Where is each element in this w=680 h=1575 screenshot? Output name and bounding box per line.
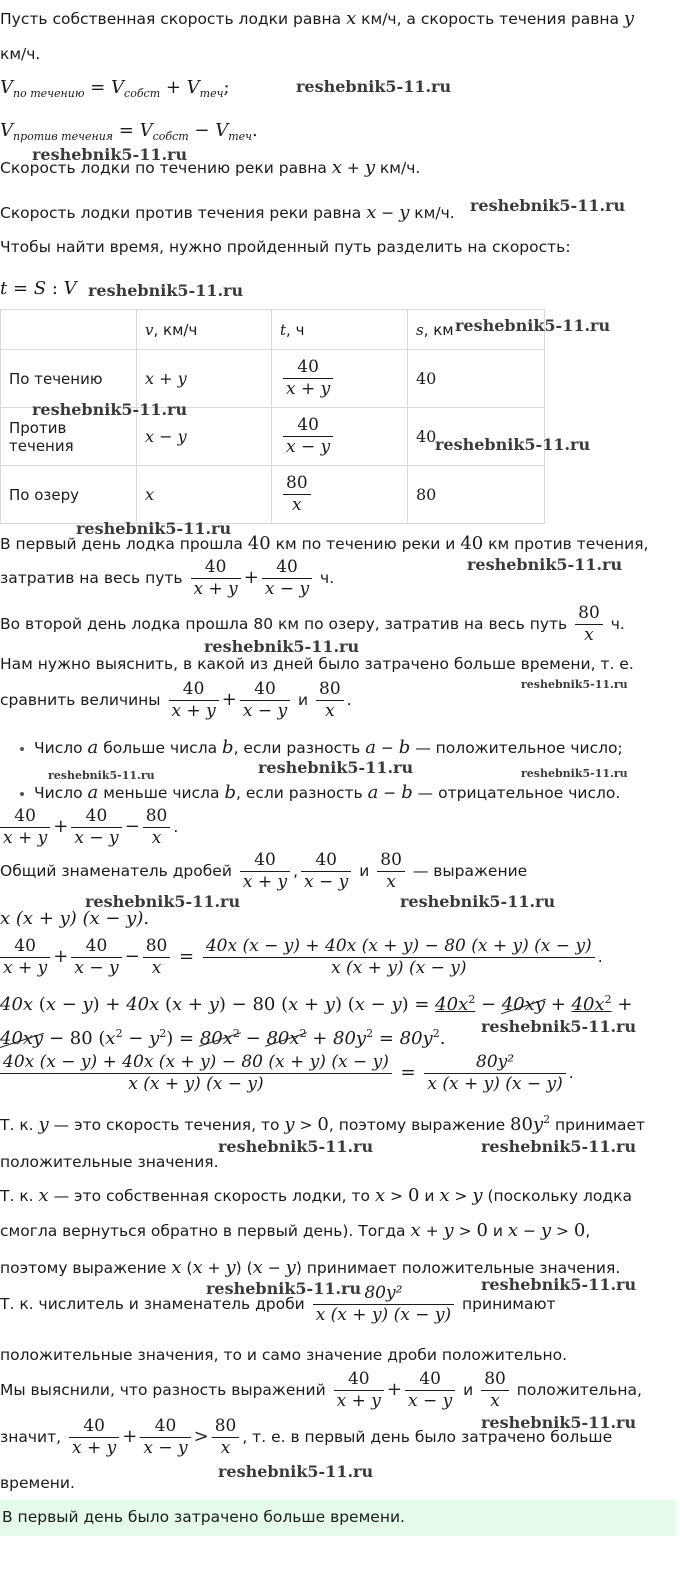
found-text: Мы выяснили, что разность выражений $\frac{40}{x + y}$ + $\frac{40}{x - y}$ и $\frac{80}{x}$ положительна, [0,1369,642,1411]
common-denominator-text: Общий знаменатель дробей $\frac{40}{x + y}$ , $\frac{40}{x - y}$ и $\frac{80}{x}$ — выражение [0,850,528,892]
row-label: Против течения [1,408,137,466]
watermark: reshebnik5-11.ru [218,1462,374,1481]
watermark: reshebnik5-11.ru [467,555,623,574]
watermark: reshebnik5-11.ru [48,769,155,782]
fraction-positive-text-b: положительные значения, то и само значение дроби положительно. [0,1346,568,1364]
watermark: reshebnik5-11.ru [218,1137,374,1156]
time-rule-text: Чтобы найти время, нужно пройденный путь разделить на скорость: [0,238,571,256]
row-distance: 80 [408,466,545,524]
watermark: reshebnik5-11.ru [455,316,611,335]
watermark: reshebnik5-11.ru [481,1017,637,1036]
watermark: reshebnik5-11.ru [435,435,591,454]
watermark: reshebnik5-11.ru [470,196,626,215]
watermark: reshebnik5-11.ru [258,758,414,777]
v-downstream-formula: $V_{по течению} = V_{собст} + V_{теч}$; [0,77,230,100]
row-label: По озеру [1,466,137,524]
bullet-2: Число a меньше числа b, если разность a − b — отрицательное число. [34,782,621,803]
watermark: reshebnik5-11.ru [85,892,241,911]
expansion-line-2: 40xy − 80 $(x^2 - y^2) = 80x^2 - 80x^2 + 80y^2 = 80y^2$. [0,1027,446,1049]
watermark: reshebnik5-11.ru [521,678,628,691]
day1-sum: затратив на весь путь $\frac{40}{x + y}$ + $\frac{40}{x - y}$ ч. [0,557,335,599]
watermark: reshebnik5-11.ru [400,892,556,911]
table-row [1,350,545,408]
row-time: $\frac{80}{x}$ [272,466,408,524]
fraction-positive-text: Т. к. числитель и знаменатель дроби $\frac{\text{80y²}}{x (x + y) (x - y)}$ принимают [0,1283,556,1325]
common-denominator-expr: x (x + y) (x − y). [0,908,150,929]
conclusion-text: значит, $\frac{40}{x + y}$ + $\frac{40}{x - y}$ > $\frac{80}{x}$ , т. е. в первый день было затрачено больше [0,1416,613,1458]
down-speed-text: Скорость лодки по течению реки равна x + y км/ч. [0,157,421,178]
watermark: reshebnik5-11.ru [32,400,188,419]
table-row [1,466,545,524]
x-positive-text: Т. к. x — это собственная скорость лодки, то x > 0 и x > y (поскольку лодка [0,1185,632,1206]
day2-text: Во второй день лодка прошла 80 км по озеру, затратив на весь путь $\frac{80}{x}$ ч. [0,603,625,645]
watermark: reshebnik5-11.ru [481,1137,637,1156]
table-header-cell: t, ч [272,310,408,350]
bullet-dot [20,747,24,751]
day1-text: В первый день лодка прошла 40 км по течению реки и 40 км против течения, [0,533,649,554]
answer-box: В первый день было затрачено больше времени. [0,1500,676,1536]
watermark: reshebnik5-11.ru [206,1279,362,1298]
watermark: reshebnik5-11.ru [296,77,452,96]
watermark: reshebnik5-11.ru [88,281,244,300]
row-time: $\frac{40}{x - y}$ [272,408,408,466]
x-positive-text-b: смогла вернуться обратно в первый день). Тогда x + y > 0 и x − y > 0, [0,1220,591,1241]
table-header-cell [1,310,137,350]
watermark: reshebnik5-11.ru [481,1413,637,1432]
x-positive-text-c: поэтому выражение x (x + y) (x − y) принимает положительные значения. [0,1257,621,1278]
table-header-cell: s, км [408,310,545,350]
bullet-1: Число a больше числа b, если разность a − b — положительное число; [34,737,623,758]
row-speed: x [137,466,272,524]
conclusion-text-b: времени. [0,1474,75,1492]
simplified-fraction: $\frac{40x (x - y) + 40x (x + y) - 80 (x + y) (x - y)}{x (x + y) (x - y)}$ = $\frac{\text{80y²}}{x (x + y) (x - y)}$ . [0,1052,574,1095]
y-positive-text: Т. к. y — это скорость течения, то y > 0, поэтому выражение $80y^2$ принимает [0,1113,646,1135]
expansion-line-1: 40x (x − y) + 40x (x + y) − 80 (x + y) $(x - y) = 40x^2 - 40xy + 40x^2$ + [0,993,633,1015]
need-text: Нам нужно выяснить, в какой из дней было затрачено больше времени, т. е. [0,655,634,673]
bullet-dot [20,792,24,796]
watermark: reshebnik5-11.ru [204,637,360,656]
intro-line-1: Пусть собственная скорость лодки равна x км/ч, а скорость течения равна y [0,8,635,29]
difference-expr: $\frac{40}{x + y}$ + $\frac{40}{x - y}$ − $\frac{80}{x}$ . [0,806,178,849]
time-formula: t = S : V [0,278,77,299]
y-positive-text-b: положительные значения. [0,1153,219,1171]
row-distance: 40 [408,350,545,408]
compare-text: сравнить величины $\frac{40}{x + y}$ + $\frac{40}{x - y}$ и $\frac{80}{x}$ . [0,679,352,721]
up-speed-text: Скорость лодки против течения реки равна x − y км/ч. [0,202,455,223]
v-upstream-formula: $V_{против течения} = V_{собст} - V_{теч}$. [0,120,258,143]
combined-fraction: $\frac{40}{x + y}$ + $\frac{40}{x - y}$ − $\frac{80}{x}$ = $\frac{40x (x - y) + 40x (x + y) - 80 (x + y) (x - y)}{x (x + y) (x - y)}$ . [0,936,603,979]
row-distance: 40 [408,408,545,466]
watermark: reshebnik5-11.ru [521,767,628,780]
row-speed: x − y [137,408,272,466]
row-time: $\frac{40}{x + y}$ [272,350,408,408]
row-label: По течению [1,350,137,408]
watermark: reshebnik5-11.ru [32,145,188,164]
table-header-cell: v, км/ч [137,310,272,350]
watermark: reshebnik5-11.ru [76,519,232,538]
watermark: reshebnik5-11.ru [481,1275,637,1294]
row-speed: x + y [137,350,272,408]
intro-line-1-tail: км/ч. [0,45,41,63]
